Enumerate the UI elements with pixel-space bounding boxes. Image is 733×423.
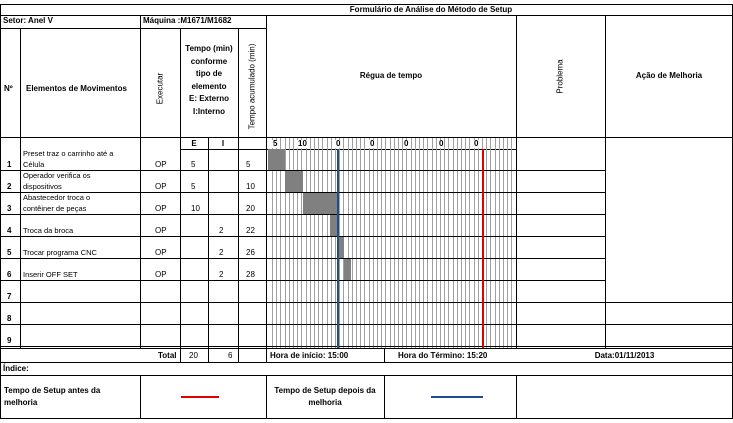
ruler-tick-label: 5 [273, 139, 278, 148]
divider [238, 28, 239, 362]
ruler-tick-label: 0 [336, 139, 341, 148]
divider [140, 15, 141, 28]
total-internal: 6 [228, 351, 233, 360]
divider [0, 348, 733, 349]
ruler-header: Régua de tempo [359, 71, 423, 80]
legend-after-line: melhoria [308, 398, 342, 407]
elements-header: Elementos de Movimentos [26, 84, 127, 93]
form-title: Formulário de Análise do Método de Setup [349, 5, 513, 14]
execute-header: Executar [155, 72, 165, 105]
legend-before-line: Tempo de Setup antes da [4, 386, 101, 395]
row-element-line2: Célula [23, 160, 45, 169]
divider [140, 375, 141, 419]
row-accumulated-time: 20 [246, 204, 255, 213]
row-accumulated-time: 22 [246, 226, 255, 235]
sector-label: Setor: Anel V [3, 16, 53, 25]
divider [0, 375, 733, 376]
time-header-line: tipo de [195, 69, 223, 78]
legend-before-label [4, 385, 100, 409]
row-executor: OP [155, 204, 167, 213]
before-improvement-marker [482, 149, 484, 348]
row-number: 4 [7, 226, 12, 235]
external-subheader: E [191, 139, 197, 148]
divider [0, 362, 733, 363]
time-header-line: E: Externo [188, 94, 229, 103]
row-divider [0, 302, 733, 303]
problem-header: Problema [555, 59, 565, 94]
row-element-line2: contêiner de peças [23, 204, 87, 213]
gantt-bar [303, 193, 338, 214]
divider [0, 15, 733, 16]
start-time: Hora de início: 15:00 [270, 351, 349, 360]
time-header-line: elemento [191, 81, 227, 91]
row-number: 6 [7, 270, 12, 279]
row-element-line2: Inserir OFF SET [23, 270, 78, 279]
date-label: Data:01/11/2013 [594, 351, 655, 360]
row-executor: OP [155, 248, 167, 257]
legend-after-swatch [431, 396, 483, 398]
row-number: 5 [7, 248, 12, 257]
gantt-bar [268, 149, 285, 170]
divider [266, 15, 267, 362]
row-external-time: 5 [191, 182, 196, 191]
row-internal-time: 2 [219, 226, 224, 235]
row-number: 8 [7, 314, 12, 323]
row-internal-time: 2 [219, 270, 224, 279]
gantt-bar [330, 215, 337, 236]
divider [20, 28, 21, 348]
row-number: 2 [7, 182, 12, 191]
gantt-bar [344, 259, 351, 280]
total-label: Total [158, 351, 177, 360]
row-accumulated-time: 26 [246, 248, 255, 257]
row-divider [0, 258, 605, 259]
divider [384, 375, 385, 419]
divider [140, 28, 141, 348]
legend-after-line: Tempo de Setup depois da [274, 386, 376, 395]
row-number: 1 [7, 160, 12, 169]
divider [384, 348, 385, 362]
divider [0, 28, 266, 29]
divider [516, 15, 517, 349]
time-header [180, 43, 238, 118]
ruler-tick-label: 0 [439, 139, 444, 148]
row-element-line1: Preset traz o carrinho até a [23, 149, 114, 158]
legend-before-swatch [181, 396, 219, 398]
internal-subheader: I [221, 139, 225, 148]
row-element-line2: Troca da broca [23, 226, 74, 235]
divider [0, 137, 733, 138]
action-header: Ação de Melhoria [635, 71, 703, 80]
row-internal-time: 2 [219, 248, 224, 257]
ruler-tick-label: 10 [298, 139, 307, 148]
end-time: Hora do Término: 15:20 [398, 351, 488, 360]
row-executor: OP [155, 182, 167, 191]
row-executor: OP [155, 160, 167, 169]
index-label: Índice: [3, 364, 29, 373]
divider [208, 138, 209, 362]
row-executor: OP [155, 270, 167, 279]
row-number: 9 [7, 336, 12, 345]
legend-before-line: melhoria [4, 398, 38, 407]
row-element-line1: Abastecedor troca o [23, 193, 91, 202]
after-improvement-marker [337, 149, 339, 348]
row-divider [0, 214, 605, 215]
row-element-line1: Operador verifica os [23, 171, 91, 180]
ruler-tick-label: 0 [370, 139, 375, 148]
gantt-bar [285, 171, 302, 192]
accumulated-header: Tempo acumulado (min) [247, 43, 257, 130]
row-accumulated-time: 5 [246, 160, 251, 169]
row-element-line2: Trocar programa CNC [23, 248, 97, 257]
row-accumulated-time: 10 [246, 182, 255, 191]
total-external: 20 [189, 351, 198, 360]
row-element-line2: dispositivos [23, 182, 62, 191]
machine-label: Máquina :M1671/M1682 [143, 16, 232, 25]
row-divider [0, 280, 605, 281]
row-executor: OP [155, 226, 167, 235]
ruler-tick-label: 0 [404, 139, 409, 148]
num-header: Nº [4, 84, 13, 93]
row-number: 3 [7, 204, 12, 213]
row-external-time: 10 [191, 204, 200, 213]
time-header-line: conforme [190, 56, 228, 66]
row-divider [0, 346, 733, 347]
divider [605, 15, 606, 349]
row-divider [0, 236, 605, 237]
row-accumulated-time: 28 [246, 270, 255, 279]
divider [516, 375, 517, 419]
row-number: 7 [7, 292, 12, 301]
row-external-time: 5 [191, 160, 196, 169]
time-header-line: Tempo (min) [185, 44, 233, 53]
legend-after-label [266, 385, 384, 409]
row-divider [0, 324, 733, 325]
time-header-line: I:Interno [193, 106, 225, 116]
ruler-tick-label: 0 [474, 139, 479, 148]
